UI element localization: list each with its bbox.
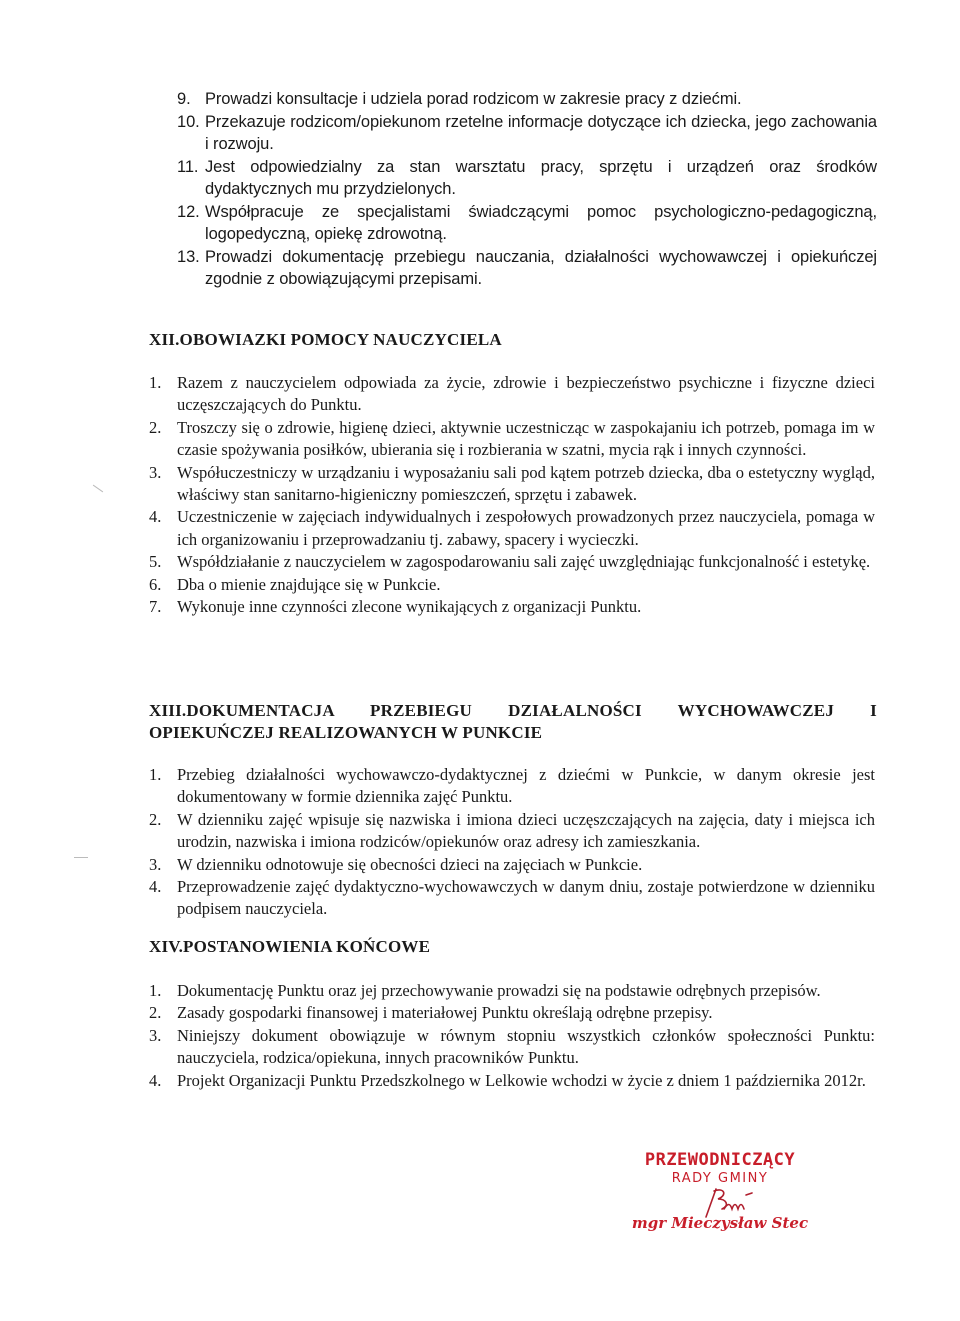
item-number: 11.: [177, 157, 199, 176]
item-text: Współuczestniczy w urządzaniu i wyposażaniu sali pod kątem potrzeb dziecka, dba o estetyczny wygląd, właściwy stan sanitarno-higieniczny pomieszczeń, sprzętu i zabawek.: [177, 462, 875, 505]
item-text: Niniejszy dokument obowiązuje w równym stopniu wszystkich członków społeczności Punktu: nauczyciela, rodzica/opiekuna, innych pracowników Punktu.: [177, 1025, 875, 1068]
item-text: Dba o mienie znajdujące się w Punkcie.: [177, 574, 441, 594]
list-item: [149, 506, 875, 551]
list-item: [177, 111, 877, 156]
item-number: 6.: [149, 574, 162, 594]
stamp-title: PRZEWODNICZĄCY: [644, 1150, 796, 1170]
section-xii-list: [149, 372, 875, 618]
list-item: [149, 876, 875, 921]
item-text: Jest odpowiedzialny za stan warsztatu pracy, sprzętu i urządzeń oraz środków dydaktycznych mu przydzielonych.: [205, 157, 877, 198]
scan-mark: [74, 857, 88, 858]
item-number: 2.: [149, 809, 162, 829]
item-text: W dzienniku odnotowuje się obecności dzieci na zajęciach w Punkcie.: [177, 854, 643, 874]
stamp-name: mgr Mieczysław Stec: [631, 1214, 809, 1232]
item-number: 2.: [149, 1003, 162, 1023]
list-item: [149, 809, 875, 854]
item-text: Przebieg działalności wychowawczo-dydaktycznej z dziećmi w Punkcie, w danym okresie jest dokumentowany w formie dziennika zajęć Punktu.: [177, 765, 875, 807]
handwritten-signature: [700, 1185, 760, 1219]
item-text: Wykonuje inne czynności zlecone wynikających z organizacji Punktu.: [177, 597, 642, 617]
item-text: Projekt Organizacji Punktu Przedszkolnego w Lelkowie wchodzi w życie z dniem 1 października 2012r.: [177, 1070, 866, 1090]
list-item: [149, 462, 875, 507]
item-number: 12.: [177, 202, 200, 221]
list-item: [149, 1002, 875, 1024]
item-text: Przekazuje rodzicom/opiekunom rzetelne informacje dotyczące ich dziecka, jego zachowania i rozwoju.: [205, 112, 877, 153]
list-item: [149, 417, 875, 462]
item-number: 4.: [149, 877, 162, 897]
list-item: [149, 980, 875, 1002]
section-xi-list: [177, 88, 877, 291]
item-text: Uczestniczenie w zajęciach indywidualnych i zespołowych prowadzonych przez nauczyciela, pomaga w ich organizowaniu i przeprowadzaniu tj. zabawy, spacery i wycieczki.: [177, 507, 875, 549]
item-number: 3.: [149, 462, 162, 482]
item-text: Współpracuje ze specjalistami świadczącymi pomoc psychologiczno-pedagogiczną, logopedyczną, opiekę zdrowotną.: [205, 202, 877, 243]
item-number: 1.: [149, 981, 162, 1000]
item-number: 2.: [149, 417, 162, 437]
list-item: [149, 372, 875, 417]
item-number: 13.: [177, 247, 200, 266]
list-item: [149, 1025, 875, 1070]
item-number: 1.: [149, 765, 162, 784]
item-number: 3.: [149, 854, 162, 874]
item-number: 7.: [149, 597, 162, 617]
item-text: Prowadzi konsultacje i udziela porad rodzicom w zakresie pracy z dziećmi.: [205, 90, 742, 108]
item-number: 4.: [149, 507, 162, 527]
scan-mark: [93, 485, 103, 493]
stamp-subtitle: RADY GMINY: [671, 1171, 769, 1186]
item-text: Przeprowadzenie zajęć dydaktyczno-wychowawczych w danym dniu, zostaje potwierdzone w dzienniku podpisem nauczyciela.: [177, 877, 875, 919]
item-text: Współdziałanie z nauczycielem w zagospodarowaniu sali zajęć uwzględniając funkcjonalność i estetykę.: [177, 552, 871, 572]
list-item: [177, 156, 877, 201]
list-item: [149, 854, 875, 876]
section-xiii-heading: XIII.DOKUMENTACJA PRZEBIEGU DZIAŁALNOŚCI WYCHOWAWCZEJ I OPIEKUŃCZEJ REALIZOWANYCH W PUNKCIE: [149, 701, 877, 742]
item-number: 5.: [149, 552, 162, 572]
item-number: 9.: [177, 90, 191, 108]
item-text: Dokumentację Punktu oraz jej przechowywanie prowadzi się na podstawie odrębnych przepisów.: [177, 981, 821, 1000]
list-item: [177, 246, 877, 291]
section-xiii-list: [149, 764, 875, 921]
list-item: [177, 88, 877, 111]
list-item: [149, 764, 875, 809]
section-xiv-heading: XIV.POSTANOWIENIA KOŃCOWE: [149, 937, 431, 956]
item-text: Prowadzi dokumentację przebiegu nauczania, działalności wychowawczej i opiekuńczej zgodnie z obowiązującymi przepisami.: [205, 247, 877, 288]
item-text: Razem z nauczycielem odpowiada za życie, zdrowie i bezpieczeństwo psychiczne i fizyczne dzieci uczęszczających do Punktu.: [177, 373, 875, 415]
list-item: [149, 596, 875, 618]
item-number: 1.: [149, 373, 162, 392]
item-number: 3.: [149, 1025, 162, 1045]
list-item: [177, 201, 877, 246]
list-item: [149, 574, 875, 596]
list-item: [149, 551, 875, 573]
item-number: 4.: [149, 1070, 162, 1090]
item-text: Troszczy się o zdrowie, higienę dzieci, aktywnie uczestnicząc w zaspokajaniu ich potrzeb, pomaga im w czasie spożywania posiłków, ubierania się i rozbierania w szatni, mycia rąk i innych czynności.: [177, 417, 875, 460]
list-item: [149, 1070, 875, 1092]
item-text: W dzienniku zajęć wpisuje się nazwiska i imiona dzieci uczęszczających na zajęcia, daty i miejsca ich urodzin, nazwiska i imiona rodziców/opiekunów oraz adresy ich zamieszkania.: [177, 809, 875, 852]
item-text: Zasady gospodarki finansowej i materiałowej Punktu określają odrębne przepisy.: [177, 1003, 713, 1023]
section-xiv-list: [149, 980, 875, 1092]
section-xii-heading: XII.OBOWIAZKI POMOCY NAUCZYCIELA: [149, 330, 502, 349]
item-number: 10.: [177, 112, 200, 131]
